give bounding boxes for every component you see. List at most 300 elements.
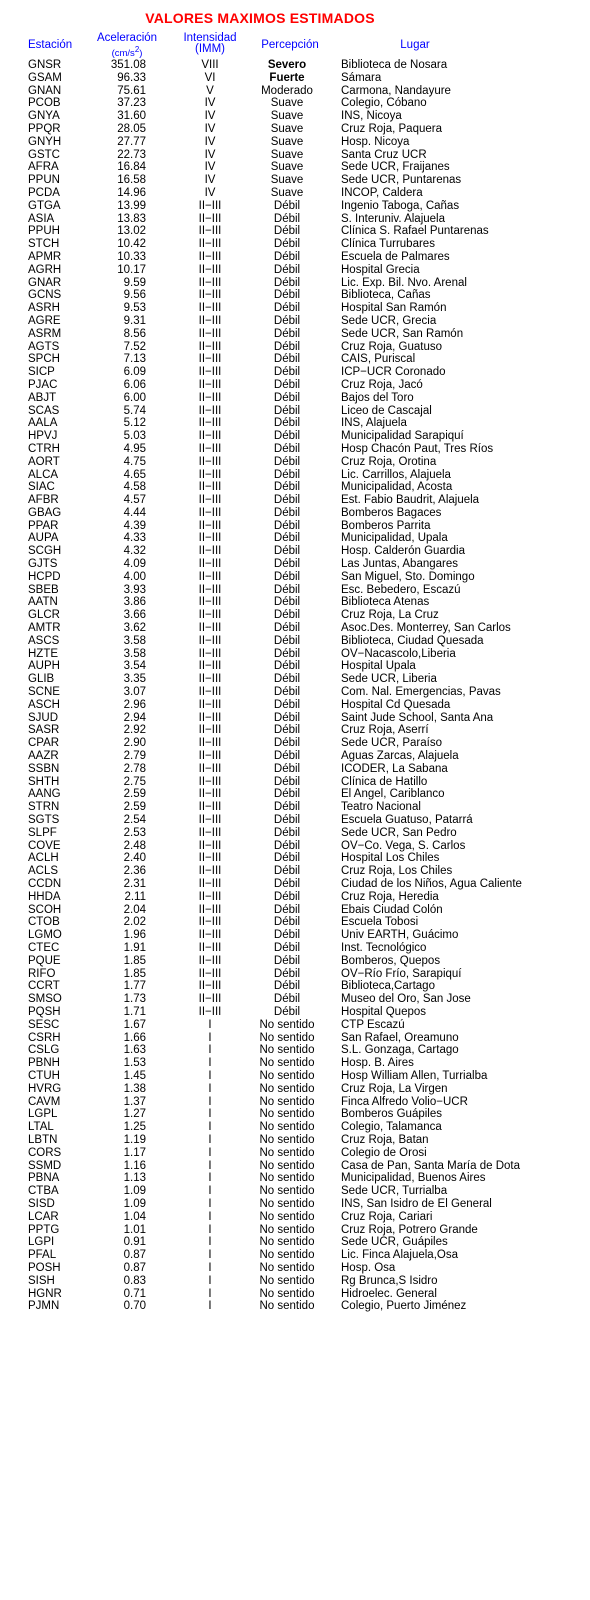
perception-cell: Débil [273,634,301,647]
place-cell: Rg Brunca,S Isidro [341,1274,438,1287]
intensity-cell: I [208,1159,212,1172]
intensity-cell: II−III [198,647,222,660]
acceleration-cell: 0.70 [123,1300,146,1313]
place-cell: Colegio, Talamanca [341,1121,442,1134]
acceleration-cell: 1.17 [123,1146,146,1159]
perception-cell: Débil [273,826,301,839]
perception-cell: No sentido [259,1121,315,1134]
intensity-cell: II−III [198,673,222,686]
acceleration-cell: 1.63 [123,1044,146,1057]
perception-cell: Débil [273,263,301,276]
table-row [0,443,590,456]
acceleration-cell: 6.00 [123,391,146,404]
header-acceleration [82,33,172,59]
table-row [0,85,590,98]
table-row [0,801,590,814]
intensity-cell: IV [204,110,216,123]
intensity-cell: I [208,1018,212,1031]
intensity-cell: II−III [198,916,222,929]
table-row [0,1211,590,1224]
table-row [0,97,590,110]
station-code-cell: AATN [28,596,58,609]
acceleration-cell: 0.83 [123,1274,146,1287]
station-code-cell: GNYA [28,110,60,123]
perception-cell: Débil [273,558,301,571]
perception-cell: No sentido [259,1057,315,1070]
acceleration-cell: 4.95 [123,442,146,455]
place-cell: Ciudad de los Niños, Agua Caliente [341,878,522,890]
perception-cell: Suave [270,135,304,148]
place-cell: Sede UCR, Liberia [341,673,437,686]
place-cell: Ebais Ciudad Colón [341,903,443,916]
acceleration-cell: 4.44 [123,506,146,519]
table-row [0,788,590,801]
acceleration-cell: 0.87 [123,1249,146,1262]
acceleration-cell: 13.02 [117,225,146,238]
table-row [0,507,590,520]
place-cell: Sámara [341,71,382,84]
table-row [0,891,590,904]
acceleration-cell: 8.56 [123,327,146,340]
acceleration-cell: 1.73 [123,993,146,1006]
place-cell: Hosp. Calderón Guardia [341,545,466,558]
station-code-cell: SESC [28,1018,60,1031]
station-code-cell: SHTH [28,775,60,788]
acceleration-cell: 2.53 [123,826,146,839]
place-cell: Sede UCR, Fraijanes [341,161,450,174]
acceleration-cell: 1.38 [123,1082,146,1095]
acceleration-cell: 1.01 [123,1223,146,1236]
intensity-cell: II−III [198,212,222,225]
intensity-cell: I [208,1236,212,1249]
place-cell: Hosp William Allen, Turrialba [341,1069,488,1082]
intensity-cell: II−III [198,993,222,1006]
intensity-cell: II−III [198,826,222,839]
place-cell: Biblioteca de Nosara [341,59,448,71]
place-cell: Municipalidad, Buenos Aires [341,1172,486,1185]
intensity-cell: II−III [198,1005,222,1018]
table-row [0,558,590,571]
acceleration-cell: 1.71 [123,1005,146,1018]
acceleration-cell: 1.91 [123,941,146,954]
place-cell: Cruz Roja, La Virgen [341,1082,448,1095]
station-code-cell: PBNH [28,1057,60,1070]
perception-cell: No sentido [259,1249,315,1262]
perception-cell: Suave [270,186,304,199]
place-cell: Hosp. B. Aires [341,1057,414,1070]
station-code-cell: PJAC [28,378,58,391]
intensity-cell: II−III [198,980,222,993]
table-row [0,187,590,200]
acceleration-cell: 96.33 [117,71,146,84]
intensity-cell: II−III [198,941,222,954]
perception-cell: Débil [273,327,301,340]
station-code-cell: PPUN [28,174,60,187]
station-code-cell: CTEC [28,941,60,954]
header-place [380,40,450,51]
station-code-cell: CCRT [28,980,60,993]
perception-cell: Débil [273,404,301,417]
acceleration-cell: 2.75 [123,775,146,788]
intensity-cell: II−III [198,724,222,737]
perception-cell: No sentido [259,1069,315,1082]
perception-cell: Débil [273,442,301,455]
place-cell: Carmona, Nandayure [341,84,451,97]
table-row [0,1236,590,1249]
place-cell: Municipalidad Sarapiquí [341,430,464,443]
station-code-cell: CSRH [28,1031,61,1044]
station-code-cell: SCAS [28,404,60,417]
intensity-cell: I [208,1249,212,1262]
acceleration-cell: 0.87 [123,1261,146,1274]
perception-cell: Débil [273,903,301,916]
place-cell: CTP Escazú [341,1018,405,1031]
place-cell: Cruz Roja, Potrero Grande [341,1223,478,1236]
place-cell: Escuela de Palmares [341,250,450,263]
intensity-cell: I [208,1261,212,1274]
perception-cell: Débil [273,276,301,289]
table-row [0,238,590,251]
place-cell: Biblioteca,Cartago [341,980,435,993]
place-cell: Lic. Carrillos, Alajuela [341,468,451,481]
place-cell: Cruz Roja, Cariari [341,1210,433,1223]
intensity-cell: IV [204,148,216,161]
place-cell: Clínica de Hatillo [341,775,428,788]
station-code-cell: ASCH [28,698,60,711]
perception-cell: Débil [273,673,301,686]
acceleration-cell: 5.03 [123,430,146,443]
intensity-cell: II−III [198,967,222,980]
place-cell: CAIS, Puriscal [341,353,416,366]
place-cell: Biblioteca Atenas [341,596,430,609]
acceleration-cell: 5.74 [123,404,146,417]
acceleration-cell: 4.57 [123,494,146,507]
table-row [0,916,590,929]
station-code-cell: SICP [28,366,55,379]
station-code-cell: APMR [28,250,62,263]
station-code-cell: AUPA [28,532,59,545]
acceleration-cell: 2.31 [123,878,146,890]
place-cell: OV−Río Frío, Sarapiquí [341,967,462,980]
intensity-cell: II−III [198,199,222,212]
acceleration-cell: 3.93 [123,583,146,596]
acceleration-cell: 9.56 [123,289,146,302]
acceleration-cell: 22.73 [117,148,146,161]
intensity-cell: II−III [198,340,222,353]
station-code-cell: PPAR [28,519,59,532]
acceleration-cell: 2.54 [123,814,146,827]
perception-cell: No sentido [259,1172,315,1185]
table-row [0,1044,590,1057]
perception-cell: Débil [273,711,301,724]
acceleration-cell: 4.09 [123,558,146,571]
place-cell: Hospital Los Chiles [341,852,440,865]
acceleration-cell: 351.08 [110,59,146,71]
perception-cell: Débil [273,506,301,519]
intensity-cell: IV [204,161,216,174]
intensity-cell: II−III [198,327,222,340]
intensity-cell: I [208,1274,212,1287]
place-cell: Museo del Oro, San Jose [341,993,471,1006]
place-cell: Esc. Bebedero, Escazú [341,583,461,596]
table-row [0,1096,590,1109]
intensity-cell: I [208,1287,212,1300]
place-cell: Est. Fabio Baudrit, Alajuela [341,494,480,507]
perception-cell: Débil [273,980,301,993]
intensity-cell: VIII [201,59,219,71]
acceleration-cell: 3.66 [123,609,146,622]
table-row [0,456,590,469]
table-row [0,72,590,85]
acceleration-cell: 28.05 [117,122,146,135]
perception-cell: Débil [273,775,301,788]
place-cell: Municipalidad, Acosta [341,481,453,494]
table-row [0,1032,590,1045]
intensity-cell: II−III [198,801,222,814]
table-row [0,1198,590,1211]
perception-cell: Débil [273,890,301,903]
acceleration-cell: 1.04 [123,1210,146,1223]
perception-cell: Fuerte [269,71,305,84]
intensity-cell: I [208,1082,212,1095]
intensity-cell: II−III [198,660,222,673]
place-cell: Ingenio Taboga, Cañas [341,199,460,212]
place-cell: Hospital Grecia [341,263,420,276]
place-cell: Teatro Nacional [341,801,421,814]
place-cell: Colegio, Puerto Jiménez [341,1300,467,1313]
station-code-cell: ASRM [28,327,62,340]
perception-cell: Débil [273,967,301,980]
intensity-cell: II−III [198,481,222,494]
perception-cell: No sentido [259,1044,315,1057]
table-row [0,699,590,712]
intensity-cell: II−III [198,417,222,430]
table-row [0,929,590,942]
acceleration-cell: 4.00 [123,570,146,583]
station-code-cell: AANG [28,788,61,801]
intensity-cell: II−III [198,289,222,302]
acceleration-cell: 4.39 [123,519,146,532]
acceleration-cell: 14.96 [117,186,146,199]
place-cell: Saint Jude School, Santa Ana [341,711,494,724]
perception-cell: No sentido [259,1133,315,1146]
perception-cell: Débil [273,660,301,673]
table-row [0,277,590,290]
perception-cell: Débil [273,762,301,775]
station-code-cell: LGPI [28,1236,55,1249]
perception-cell: Débil [273,801,301,814]
header-place-label: Lugar [400,39,430,51]
station-code-cell: PCOB [28,97,61,110]
place-cell: S. Interuniv. Alajuela [341,212,445,225]
place-cell: Univ EARTH, Guácimo [341,929,459,942]
perception-cell: Débil [273,698,301,711]
intensity-cell: II−III [198,711,222,724]
intensity-cell: I [208,1044,212,1057]
place-cell: Casa de Pan, Santa María de Dota [341,1159,520,1172]
intensity-cell: IV [204,135,216,148]
table-row [0,1185,590,1198]
table-row [0,1249,590,1262]
station-code-cell: GTGA [28,199,61,212]
header-acceleration-label: Aceleración [96,32,158,44]
station-code-cell: STRN [28,801,60,814]
table-row [0,980,590,993]
station-code-cell: LGMO [28,929,62,942]
intensity-cell: II−III [198,788,222,801]
place-cell: INS, San Isidro de El General [341,1197,492,1210]
acceleration-cell: 9.53 [123,302,146,315]
perception-cell: Suave [270,148,304,161]
place-cell: Sede UCR, Guápiles [341,1236,448,1249]
intensity-cell: II−III [198,545,222,558]
place-cell: INS, Nicoya [341,110,402,123]
place-cell: Cruz Roja, Los Chiles [341,865,453,878]
place-cell: Sede UCR, San Pedro [341,826,457,839]
header-station-label: Estación [28,39,73,51]
table-row [0,993,590,1006]
table-row [0,200,590,213]
perception-cell: Débil [273,583,301,596]
intensity-cell: II−III [198,558,222,571]
intensity-cell: VI [204,71,216,84]
place-cell: Liceo de Cascajal [341,404,432,417]
table-row [0,328,590,341]
place-cell: Sede UCR, Puntarenas [341,174,462,187]
table-row [0,1121,590,1134]
place-cell: Cruz Roja, Paquera [341,122,442,135]
station-code-cell: AAZR [28,750,59,763]
acceleration-cell: 2.04 [123,903,146,916]
acceleration-cell: 37.23 [117,97,146,110]
station-code-cell: SMSO [28,993,62,1006]
perception-cell: Débil [273,314,301,327]
table-row [0,827,590,840]
station-code-cell: ASCS [28,634,60,647]
table-row [0,1134,590,1147]
perception-cell: No sentido [259,1210,315,1223]
place-cell: Lic. Exp. Bil. Nvo. Arenal [341,276,467,289]
table-row [0,174,590,187]
acceleration-cell: 13.83 [117,212,146,225]
perception-cell: Débil [273,750,301,763]
intensity-cell: II−III [198,225,222,238]
station-code-cell: SIAC [28,481,55,494]
perception-cell: Débil [273,225,301,238]
station-code-cell: LTAL [28,1121,54,1134]
perception-cell: Débil [273,839,301,852]
perception-cell: Débil [273,916,301,929]
table-row [0,712,590,725]
intensity-cell: II−III [198,750,222,763]
acceleration-cell: 1.96 [123,929,146,942]
station-code-cell: CTRH [28,442,60,455]
station-code-cell: AFBR [28,494,59,507]
station-code-cell: GNYH [28,135,62,148]
perception-cell: Débil [273,199,301,212]
perception-cell: No sentido [259,1108,315,1121]
header-station [28,40,72,51]
acceleration-cell: 10.33 [117,250,146,263]
perception-cell: No sentido [259,1159,315,1172]
table-row [0,213,590,226]
intensity-cell: II−III [198,263,222,276]
perception-cell: Suave [270,161,304,174]
station-code-cell: AUPH [28,660,60,673]
table-row [0,136,590,149]
acceleration-cell: 3.07 [123,686,146,699]
place-cell: Finca Alfredo Volio−UCR [341,1095,468,1108]
place-cell: Cruz Roja, Orotina [341,455,437,468]
place-cell: Clínica S. Rafael Puntarenas [341,225,489,238]
station-code-cell: AGRH [28,263,62,276]
perception-cell: Débil [273,519,301,532]
intensity-cell: II−III [198,378,222,391]
perception-cell: Débil [273,289,301,302]
station-code-cell: GNAN [28,84,62,97]
acceleration-cell: 2.02 [123,916,146,929]
place-cell: Cruz Roja, Aserrí [341,724,429,737]
acceleration-cell: 7.52 [123,340,146,353]
place-cell: Bomberos Bagaces [341,506,442,519]
station-code-cell: LCAR [28,1210,59,1223]
station-code-cell: SPCH [28,353,60,366]
acceleration-cell: 2.59 [123,788,146,801]
perception-cell: Suave [270,122,304,135]
station-code-cell: SGTS [28,814,60,827]
intensity-cell: II−III [198,929,222,942]
intensity-cell: II−III [198,686,222,699]
station-code-cell: HGNR [28,1287,62,1300]
station-code-cell: PBNA [28,1172,60,1185]
place-cell: Bomberos Parrita [341,519,431,532]
perception-cell: Débil [273,929,301,942]
place-cell: Clínica Turrubares [341,238,435,251]
table-row [0,596,590,609]
table-row [0,149,590,162]
table-row [0,366,590,379]
perception-cell: Débil [273,814,301,827]
station-code-cell: ASRH [28,302,60,315]
header-intensity-label: Intensidad [183,32,237,44]
acceleration-cell: 3.35 [123,673,146,686]
station-code-cell: SBEB [28,583,59,596]
table-row [0,1006,590,1019]
acceleration-cell: 2.11 [124,890,146,903]
intensity-cell: I [208,1121,212,1134]
perception-cell: Débil [273,340,301,353]
table-row [0,341,590,354]
perception-cell: Débil [273,250,301,263]
acceleration-cell: 2.78 [123,762,146,775]
intensity-cell: II−III [198,609,222,622]
intensity-cell: II−III [198,954,222,967]
table-row [0,1300,590,1313]
station-code-cell: ALCA [28,468,59,481]
perception-cell: Débil [273,993,301,1006]
acceleration-cell: 0.91 [123,1236,146,1249]
acceleration-cell: 3.54 [123,660,146,673]
place-cell: Colegio de Orosi [341,1146,427,1159]
table-row [0,648,590,661]
perception-cell: Suave [270,174,304,187]
table-row [0,852,590,865]
perception-cell: Débil [273,481,301,494]
intensity-cell: II−III [198,455,222,468]
perception-cell: Débil [273,238,301,251]
table-row [0,532,590,545]
station-code-cell: PPQR [28,122,61,135]
